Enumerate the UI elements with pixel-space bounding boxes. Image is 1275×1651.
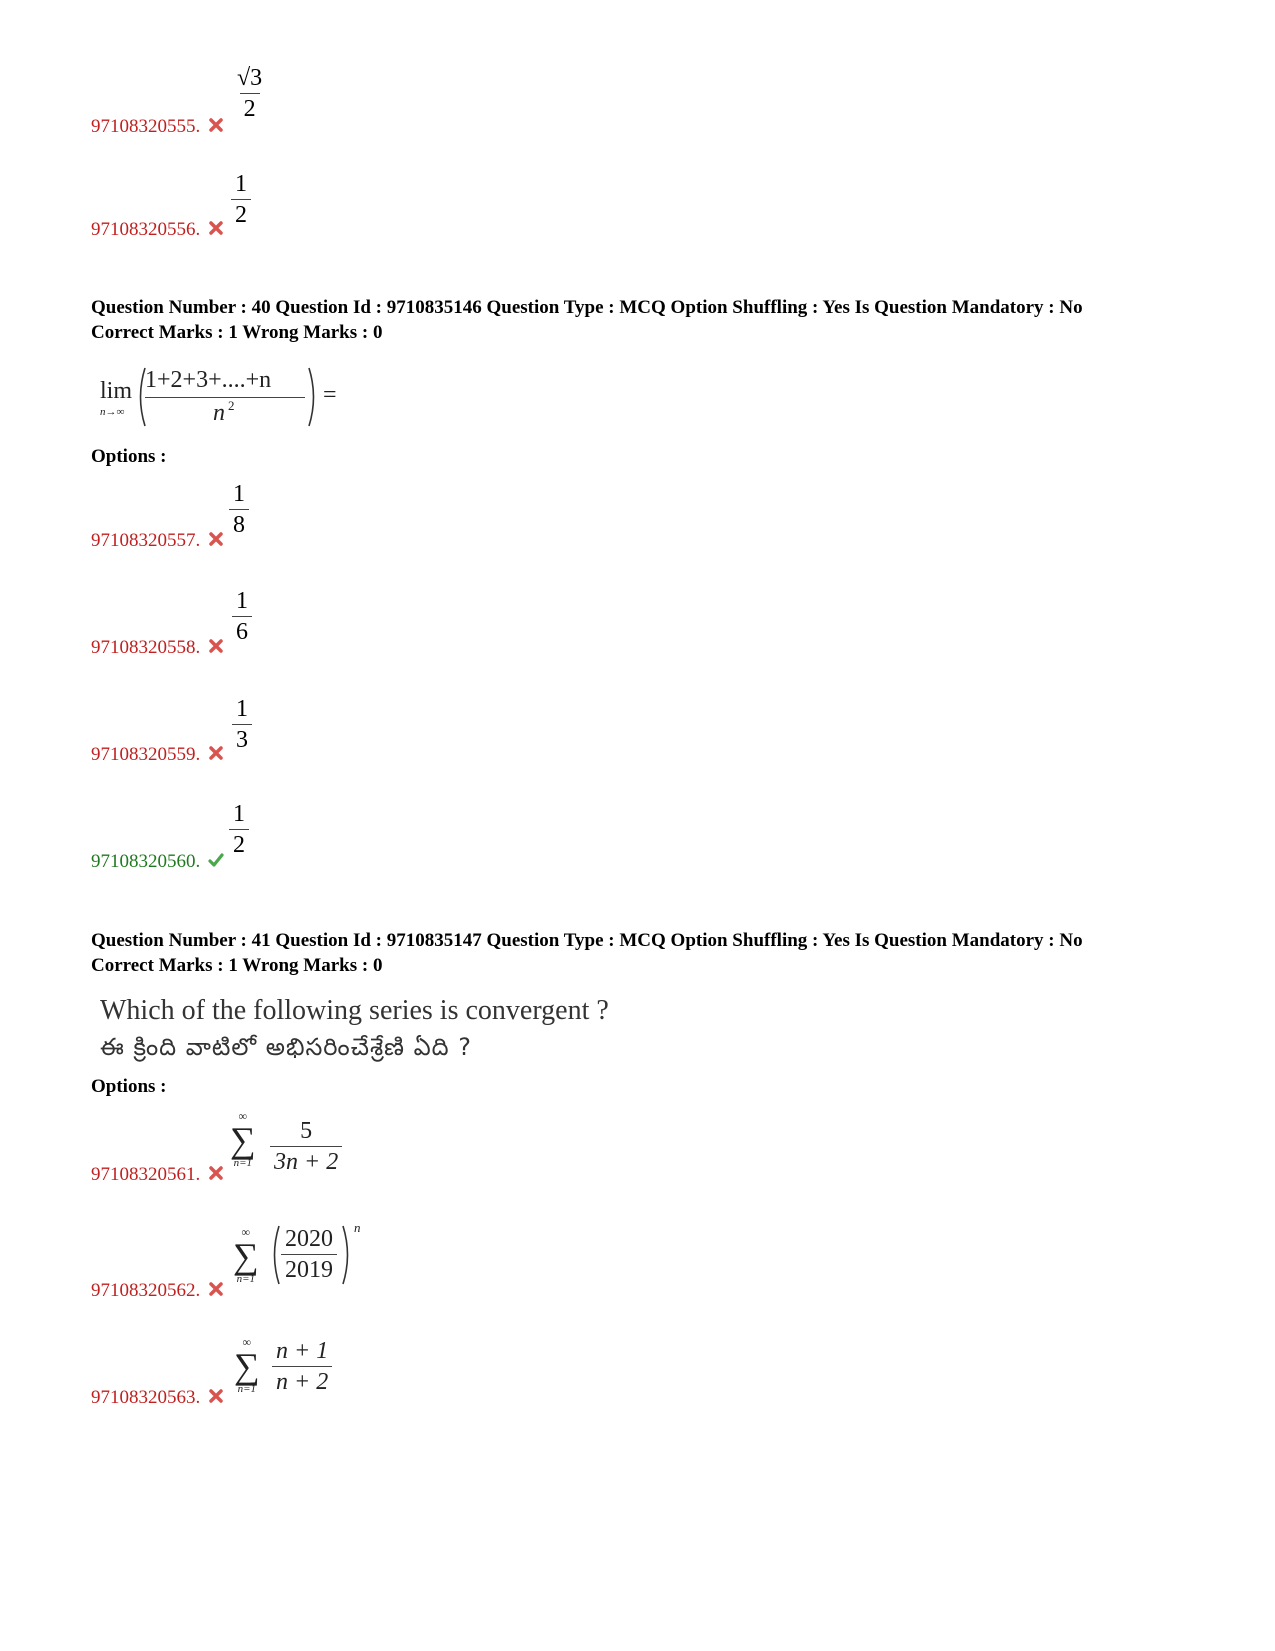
cross-icon bbox=[208, 1388, 224, 1404]
option-97108320559 bbox=[91, 744, 224, 766]
cross-icon bbox=[208, 1165, 224, 1181]
fraction-denominator: 2019 bbox=[281, 1254, 337, 1282]
equals-sign: = bbox=[323, 382, 337, 408]
cross-icon bbox=[208, 117, 224, 133]
option-97108320556-formula bbox=[231, 172, 251, 227]
cross-icon bbox=[208, 745, 224, 761]
option-id: 97108320562. bbox=[91, 1280, 201, 1301]
option-97108320560-formula bbox=[229, 802, 249, 857]
fraction-numerator: n + 1 bbox=[276, 1338, 329, 1364]
option-97108320556 bbox=[91, 219, 224, 241]
power-exponent: n bbox=[354, 1220, 361, 1235]
left-paren bbox=[269, 1224, 281, 1286]
sigma-symbol: ∑ bbox=[234, 1346, 260, 1386]
fraction-numerator: 1 bbox=[235, 171, 247, 197]
question-41-stem-english: Which of the following series is convergent ? bbox=[100, 995, 609, 1026]
option-97108320561-formula bbox=[230, 1110, 350, 1175]
question-41-stem-telugu: ఈ క్రింది వాటిలో అభిసరించేశ్రేణి ఏది ? bbox=[100, 1033, 472, 1061]
question-41-marks: Correct Marks : 1 Wrong Marks : 0 bbox=[91, 955, 383, 976]
sigma-symbol: ∑ bbox=[233, 1236, 259, 1276]
option-97108320563 bbox=[91, 1387, 224, 1409]
option-97108320557-formula bbox=[229, 482, 249, 537]
cross-icon bbox=[208, 531, 224, 547]
sum-lower-limit: n=1 bbox=[237, 1383, 257, 1395]
stem-numerator: 1+2+3+....+n bbox=[145, 367, 272, 393]
question-40-marks: Correct Marks : 1 Wrong Marks : 0 bbox=[91, 322, 383, 343]
option-97108320561 bbox=[91, 1164, 224, 1186]
fraction-denominator: n + 2 bbox=[272, 1366, 332, 1394]
fraction-bar bbox=[145, 397, 305, 398]
cross-icon bbox=[208, 638, 224, 654]
fraction-denominator: 2 bbox=[240, 93, 260, 121]
fraction-numerator: 1 bbox=[233, 481, 245, 507]
right-paren bbox=[307, 366, 319, 428]
options-label: Options : bbox=[91, 446, 167, 467]
cross-icon bbox=[208, 220, 224, 236]
option-id: 97108320558. bbox=[91, 637, 201, 658]
option-97108320559-formula bbox=[232, 697, 252, 752]
option-id: 97108320559. bbox=[91, 744, 201, 765]
option-97108320557 bbox=[91, 530, 224, 552]
option-id: 97108320556. bbox=[91, 219, 201, 240]
check-icon bbox=[208, 852, 224, 868]
option-97108320555-formula bbox=[233, 66, 266, 121]
fraction-numerator: 1 bbox=[236, 696, 248, 722]
option-id: 97108320563. bbox=[91, 1387, 201, 1408]
limit-subscript: n→∞ bbox=[100, 406, 125, 418]
sum-upper-limit: ∞ bbox=[242, 1335, 252, 1349]
fraction-denominator: 2 bbox=[231, 199, 251, 227]
stem-exponent: 2 bbox=[228, 398, 235, 413]
limit-operator: lim bbox=[100, 378, 133, 404]
sigma-symbol: ∑ bbox=[230, 1120, 256, 1160]
option-97108320563-formula bbox=[234, 1336, 354, 1401]
right-paren bbox=[341, 1224, 353, 1286]
option-id: 97108320557. bbox=[91, 530, 201, 551]
option-97108320560 bbox=[91, 851, 224, 873]
option-97108320562 bbox=[91, 1280, 224, 1302]
question-41-header: Question Number : 41 Question Id : 9710835147 Question Type : MCQ Option Shuffling : Yes Is Question Mandatory : No bbox=[91, 930, 1083, 951]
sum-lower-limit: n=1 bbox=[236, 1273, 256, 1285]
option-97108320562-formula bbox=[233, 1222, 373, 1290]
fraction-denominator: 6 bbox=[232, 616, 252, 644]
option-97108320555 bbox=[91, 116, 224, 138]
fraction-numerator: √3 bbox=[237, 65, 263, 91]
stem-denominator: n bbox=[213, 400, 225, 426]
question-40-header: Question Number : 40 Question Id : 9710835146 Question Type : MCQ Option Shuffling : Yes Is Question Mandatory : No bbox=[91, 297, 1083, 318]
fraction-denominator: 3n + 2 bbox=[270, 1146, 342, 1174]
options-label: Options : bbox=[91, 1076, 167, 1097]
sum-upper-limit: ∞ bbox=[238, 1109, 248, 1123]
sum-lower-limit: n=1 bbox=[233, 1157, 253, 1169]
option-id: 97108320560. bbox=[91, 851, 201, 872]
option-97108320558 bbox=[91, 637, 224, 659]
fraction-numerator: 1 bbox=[236, 588, 248, 614]
sum-upper-limit: ∞ bbox=[241, 1225, 251, 1239]
cross-icon bbox=[208, 1281, 224, 1297]
option-id: 97108320561. bbox=[91, 1164, 201, 1185]
fraction-numerator: 1 bbox=[233, 801, 245, 827]
fraction-denominator: 8 bbox=[229, 509, 249, 537]
option-id: 97108320555. bbox=[91, 116, 201, 137]
fraction-numerator: 5 bbox=[300, 1118, 313, 1144]
fraction-denominator: 3 bbox=[232, 724, 252, 752]
fraction-denominator: 2 bbox=[229, 829, 249, 857]
option-97108320558-formula bbox=[232, 589, 252, 644]
question-40-stem bbox=[97, 366, 357, 428]
fraction-numerator: 2020 bbox=[285, 1226, 333, 1252]
